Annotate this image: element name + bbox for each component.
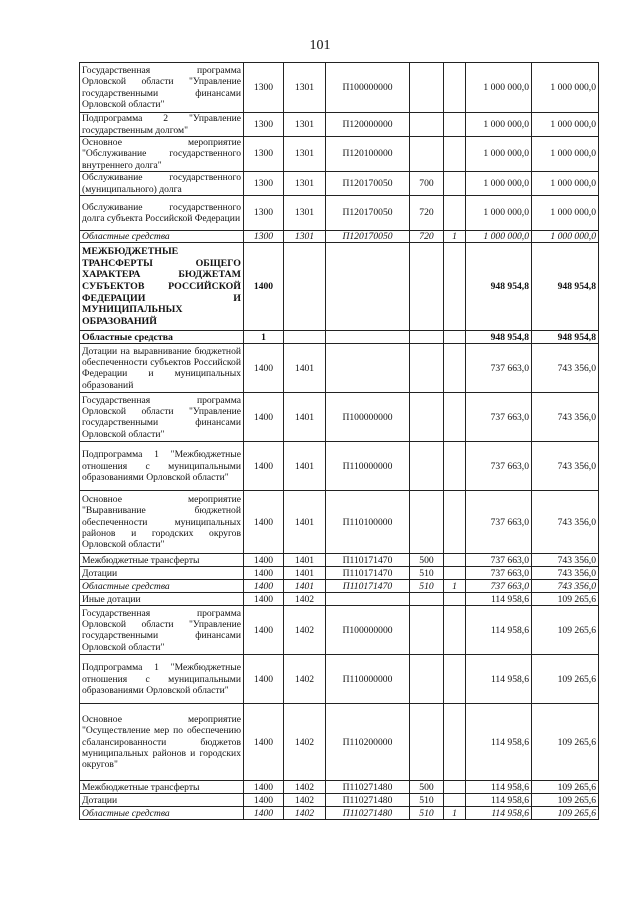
row-target-article: П110171470: [326, 554, 410, 567]
row-expense-type: [410, 243, 444, 331]
row-amount-year2: 743 356,0: [532, 580, 599, 593]
page-number: 101: [309, 38, 331, 53]
row-subsection: 1402: [284, 704, 326, 781]
row-expense-type: 700: [410, 172, 444, 196]
row-subsection: 1401: [284, 567, 326, 580]
row-subsection: 1301: [284, 63, 326, 113]
row-name: Дотации на выравнивание бюджетной обеспеченности субъектов Российской Федерации и муниципальных образований: [80, 344, 244, 393]
row-amount-year2: 948 954,8: [532, 243, 599, 331]
table-row: [80, 704, 599, 781]
row-target-article: П100000000: [326, 606, 410, 655]
row-name: Государственная программа Орловской области "Управление государственными финансами Орловской области": [80, 63, 244, 113]
row-name: Государственная программа Орловской области "Управление государственными финансами Орловской области": [80, 393, 244, 442]
row-amount-year1: 1 000 000,0: [466, 196, 532, 231]
row-target-article: П110271480: [326, 807, 410, 820]
row-name: Подпрограмма 2 "Управление государственным долгом": [80, 113, 244, 137]
row-amount-year2: 1 000 000,0: [532, 196, 599, 231]
row-section: 1300: [244, 63, 284, 113]
row-name: Обслуживание государственного долга субъекта Российской Федерации: [80, 196, 244, 231]
row-subsection: 1401: [284, 554, 326, 567]
table-row: [80, 567, 599, 580]
row-section: 1400: [244, 794, 284, 807]
row-expense-type: [410, 344, 444, 393]
row-expense-type: 720: [410, 231, 444, 243]
row-subsection: 1301: [284, 113, 326, 137]
row-expense-type: [410, 491, 444, 554]
row-expense-type: [410, 63, 444, 113]
row-target-article: [326, 243, 410, 331]
row-funding-source: [444, 781, 466, 794]
row-subsection: 1402: [284, 794, 326, 807]
table-row: [80, 580, 599, 593]
budget-table: [79, 62, 599, 820]
row-amount-year1: 737 663,0: [466, 344, 532, 393]
row-target-article: П100000000: [326, 63, 410, 113]
row-funding-source: [444, 704, 466, 781]
row-subsection: 1402: [284, 655, 326, 704]
row-amount-year2: 948 954,8: [532, 331, 599, 344]
row-expense-type: 500: [410, 554, 444, 567]
row-funding-source: [444, 331, 466, 344]
row-section: 1400: [244, 567, 284, 580]
row-section: 1400: [244, 593, 284, 606]
row-subsection: 1401: [284, 442, 326, 491]
row-name: Областные средства: [80, 231, 244, 243]
row-section: 1300: [244, 137, 284, 172]
row-amount-year2: 109 265,6: [532, 606, 599, 655]
row-section: 1: [244, 331, 284, 344]
row-amount-year1: 114 958,6: [466, 781, 532, 794]
row-amount-year1: 737 663,0: [466, 554, 532, 567]
row-target-article: П110171470: [326, 580, 410, 593]
table-row: [80, 781, 599, 794]
row-amount-year2: 109 265,6: [532, 781, 599, 794]
row-target-article: П110100000: [326, 491, 410, 554]
row-target-article: П120170050: [326, 172, 410, 196]
row-expense-type: 510: [410, 567, 444, 580]
row-target-article: П120170050: [326, 196, 410, 231]
row-section: 1400: [244, 807, 284, 820]
budget-table-body: [80, 63, 599, 820]
row-expense-type: [410, 704, 444, 781]
table-row: [80, 807, 599, 820]
row-amount-year1: 948 954,8: [466, 243, 532, 331]
table-row: [80, 655, 599, 704]
table-row: [80, 137, 599, 172]
row-amount-year1: 948 954,8: [466, 331, 532, 344]
row-target-article: П110171470: [326, 567, 410, 580]
table-row: [80, 554, 599, 567]
row-section: 1400: [244, 606, 284, 655]
table-row: [80, 794, 599, 807]
row-funding-source: [444, 113, 466, 137]
row-section: 1400: [244, 243, 284, 331]
row-amount-year1: 1 000 000,0: [466, 137, 532, 172]
row-amount-year2: 743 356,0: [532, 491, 599, 554]
table-row: [80, 593, 599, 606]
row-amount-year2: 743 356,0: [532, 442, 599, 491]
row-expense-type: [410, 113, 444, 137]
table-row: [80, 606, 599, 655]
row-amount-year1: 1 000 000,0: [466, 172, 532, 196]
row-expense-type: [410, 606, 444, 655]
row-name: Основное мероприятие "Осуществление мер по обеспечению сбалансированности бюджетов муниципальных районов и городских округов": [80, 704, 244, 781]
row-funding-source: [444, 243, 466, 331]
row-subsection: 1402: [284, 593, 326, 606]
row-amount-year1: 1 000 000,0: [466, 63, 532, 113]
row-target-article: П110000000: [326, 442, 410, 491]
row-name: МЕЖБЮДЖЕТНЫЕ ТРАНСФЕРТЫ ОБЩЕГО ХАРАКТЕРА БЮДЖЕТАМ СУБЪЕКТОВ РОССИЙСКОЙ ФЕДЕРАЦИИ И МУНИЦИПАЛЬНЫХ ОБРАЗОВАНИЙ: [80, 243, 244, 331]
row-subsection: 1301: [284, 172, 326, 196]
row-subsection: [284, 243, 326, 331]
row-amount-year1: 737 663,0: [466, 393, 532, 442]
row-amount-year2: 109 265,6: [532, 794, 599, 807]
row-subsection: 1402: [284, 781, 326, 794]
table-row: [80, 442, 599, 491]
row-subsection: 1301: [284, 137, 326, 172]
row-section: 1400: [244, 393, 284, 442]
row-expense-type: [410, 442, 444, 491]
row-target-article: П110200000: [326, 704, 410, 781]
row-name: Межбюджетные трансферты: [80, 781, 244, 794]
row-name: Дотации: [80, 794, 244, 807]
row-amount-year2: 109 265,6: [532, 807, 599, 820]
row-amount-year2: 109 265,6: [532, 704, 599, 781]
row-subsection: 1301: [284, 231, 326, 243]
row-amount-year1: 114 958,6: [466, 593, 532, 606]
row-target-article: [326, 593, 410, 606]
row-amount-year2: 743 356,0: [532, 393, 599, 442]
row-amount-year2: 743 356,0: [532, 567, 599, 580]
row-amount-year1: 114 958,6: [466, 794, 532, 807]
table-row: [80, 231, 599, 243]
table-row: [80, 172, 599, 196]
row-name: Подпрограмма 1 "Межбюджетные отношения с муниципальными образованиями Орловской области": [80, 655, 244, 704]
table-row: [80, 63, 599, 113]
row-name: Государственная программа Орловской области "Управление государственными финансами Орловской области": [80, 606, 244, 655]
row-name: Областные средства: [80, 331, 244, 344]
row-name: Обслуживание государственного (муниципального) долга: [80, 172, 244, 196]
row-expense-type: 510: [410, 794, 444, 807]
row-amount-year1: 737 663,0: [466, 491, 532, 554]
row-expense-type: 720: [410, 196, 444, 231]
row-section: 1400: [244, 491, 284, 554]
row-funding-source: [444, 593, 466, 606]
row-expense-type: [410, 593, 444, 606]
row-section: 1300: [244, 113, 284, 137]
row-amount-year1: 114 958,6: [466, 655, 532, 704]
row-amount-year2: 1 000 000,0: [532, 63, 599, 113]
row-amount-year1: 737 663,0: [466, 580, 532, 593]
row-target-article: П110271480: [326, 794, 410, 807]
row-expense-type: 510: [410, 807, 444, 820]
row-funding-source: [444, 567, 466, 580]
row-subsection: 1401: [284, 580, 326, 593]
row-subsection: 1402: [284, 807, 326, 820]
row-funding-source: 1: [444, 231, 466, 243]
row-section: 1300: [244, 196, 284, 231]
table-row: [80, 243, 599, 331]
row-amount-year1: 1 000 000,0: [466, 113, 532, 137]
row-subsection: 1401: [284, 344, 326, 393]
table-row: [80, 113, 599, 137]
row-funding-source: [444, 137, 466, 172]
row-target-article: [326, 344, 410, 393]
row-expense-type: [410, 655, 444, 704]
row-name: Дотации: [80, 567, 244, 580]
row-target-article: П120100000: [326, 137, 410, 172]
row-amount-year1: 114 958,6: [466, 807, 532, 820]
row-funding-source: [444, 63, 466, 113]
row-amount-year2: 1 000 000,0: [532, 113, 599, 137]
row-subsection: 1401: [284, 393, 326, 442]
row-funding-source: [444, 393, 466, 442]
row-section: 1400: [244, 554, 284, 567]
table-row: [80, 331, 599, 344]
row-target-article: П110000000: [326, 655, 410, 704]
row-funding-source: [444, 172, 466, 196]
row-section: 1300: [244, 231, 284, 243]
row-name: Областные средства: [80, 807, 244, 820]
row-subsection: 1401: [284, 491, 326, 554]
row-target-article: П120000000: [326, 113, 410, 137]
row-section: 1400: [244, 580, 284, 593]
row-amount-year2: 743 356,0: [532, 554, 599, 567]
row-expense-type: [410, 137, 444, 172]
row-target-article: П110271480: [326, 781, 410, 794]
row-funding-source: [444, 344, 466, 393]
row-name: Областные средства: [80, 580, 244, 593]
row-expense-type: 500: [410, 781, 444, 794]
row-funding-source: [444, 442, 466, 491]
row-funding-source: [444, 554, 466, 567]
row-expense-type: [410, 331, 444, 344]
row-name: Иные дотации: [80, 593, 244, 606]
row-amount-year1: 737 663,0: [466, 442, 532, 491]
row-amount-year2: 1 000 000,0: [532, 137, 599, 172]
row-amount-year2: 109 265,6: [532, 593, 599, 606]
row-name: Подпрограмма 1 "Межбюджетные отношения с муниципальными образованиями Орловской области": [80, 442, 244, 491]
row-section: 1400: [244, 704, 284, 781]
row-amount-year2: 1 000 000,0: [532, 172, 599, 196]
row-amount-year1: 737 663,0: [466, 567, 532, 580]
row-amount-year2: 743 356,0: [532, 344, 599, 393]
row-target-article: [326, 331, 410, 344]
row-funding-source: [444, 196, 466, 231]
row-name: Межбюджетные трансферты: [80, 554, 244, 567]
table-row: [80, 196, 599, 231]
row-funding-source: 1: [444, 580, 466, 593]
row-subsection: 1301: [284, 196, 326, 231]
row-name: Основное мероприятие "Выравнивание бюджетной обеспеченности муниципальных районов и городских округов Орловской области": [80, 491, 244, 554]
row-amount-year1: 114 958,6: [466, 606, 532, 655]
row-amount-year2: 1 000 000,0: [532, 231, 599, 243]
row-section: 1400: [244, 442, 284, 491]
row-expense-type: 510: [410, 580, 444, 593]
row-section: 1400: [244, 655, 284, 704]
row-section: 1400: [244, 344, 284, 393]
row-target-article: П120170050: [326, 231, 410, 243]
row-subsection: 1402: [284, 606, 326, 655]
row-amount-year1: 1 000 000,0: [466, 231, 532, 243]
row-subsection: [284, 331, 326, 344]
table-row: [80, 344, 599, 393]
row-section: 1400: [244, 781, 284, 794]
row-amount-year2: 109 265,6: [532, 655, 599, 704]
row-amount-year1: 114 958,6: [466, 704, 532, 781]
row-name: Основное мероприятие "Обслуживание государственного внутреннего долга": [80, 137, 244, 172]
row-funding-source: [444, 491, 466, 554]
row-target-article: П100000000: [326, 393, 410, 442]
row-funding-source: [444, 606, 466, 655]
row-expense-type: [410, 393, 444, 442]
row-funding-source: [444, 794, 466, 807]
row-funding-source: [444, 655, 466, 704]
table-row: [80, 393, 599, 442]
table-row: [80, 491, 599, 554]
row-funding-source: 1: [444, 807, 466, 820]
row-section: 1300: [244, 172, 284, 196]
